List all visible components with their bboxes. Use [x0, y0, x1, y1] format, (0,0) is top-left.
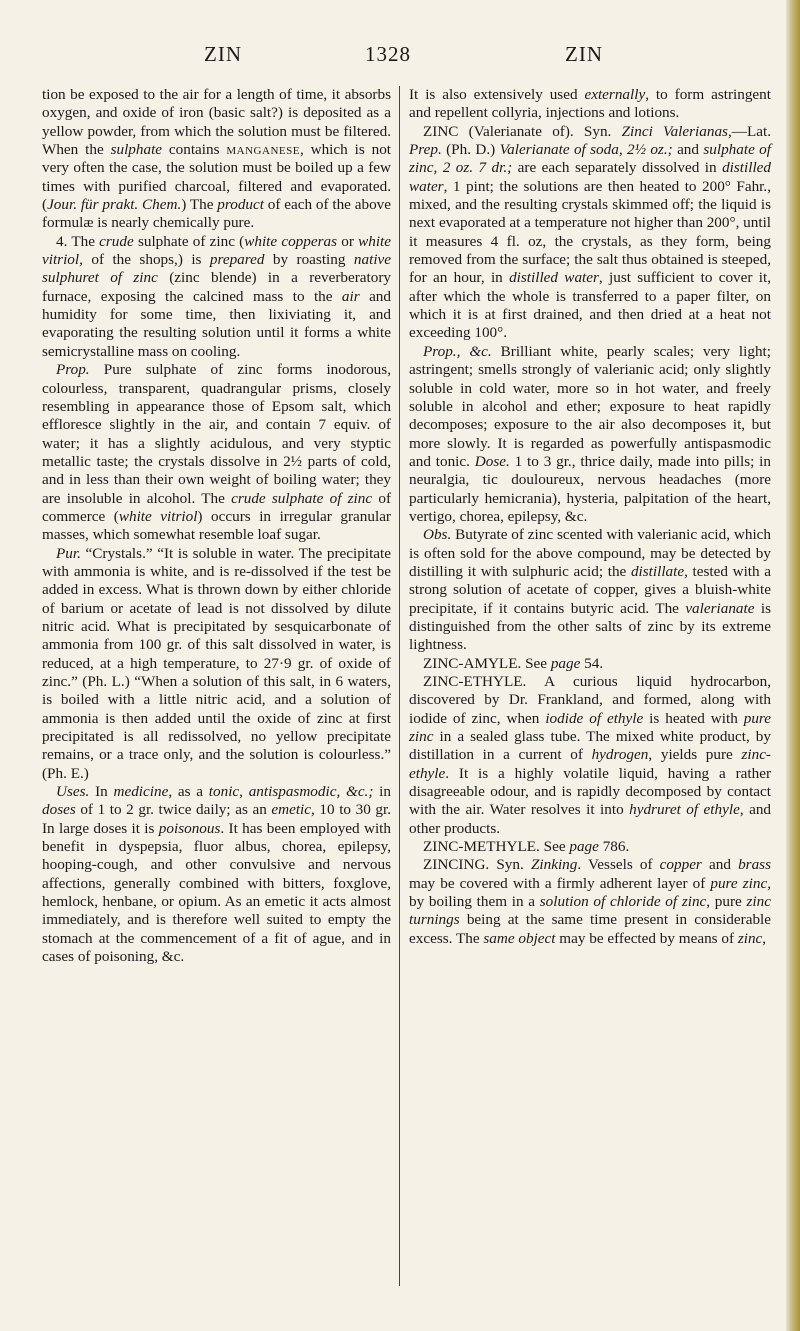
header-right-guide-word: ZIN — [565, 42, 603, 66]
paragraph: Obs. Butyrate of zinc scented with valerianic acid, which is often sold for the above compound, may be detected by distilling it with sulphuric acid; the distillate, tested with a strong solution of acetate of copper, gives a bluish-white precipitate, if it contains butyric acid. The valerianate is distinguished from the other salts of zinc by its extreme lightness. — [409, 526, 772, 654]
entry-zinc-amyle: ZINC-AMYLE. See page 54. — [423, 654, 604, 672]
left-column — [42, 86, 391, 967]
paragraph: tion be exposed to the air for a length of time, it absorbs oxygen, and oxide of iron (basic salt?) is deposited as a yellow powder, from which the solution must be filtered. When the sulphate contains manganese, which is not very often the case, the solution must be boiled up a few times with purified charcoal, filtered and evaporated. (Jour. für prakt. Chem.) The product of each of the above formulæ is nearly chemically pure. — [42, 86, 392, 232]
paragraph: 4. The crude sulphate of zinc (white copperas or white vitriol, of the shops,) is prepared by roasting native sulphuret of zinc (zinc blende) in a reverberatory furnace, exposing the calcined mass to the air and humidity for some time, then lixiviating it, and evaporating the resulting solution until it forms a white semicrystalline mass on cooling. — [42, 232, 392, 360]
paragraph: Prop., &c. Brilliant white, pearly scales; very light; astringent; smells strongly of valerianic acid; only slightly soluble in cold water, more so in hot water, and freely soluble in alcohol and ether; exposure to heat rapidly decomposes; exposure to the air also decomposes it, but more slowly. It is regarded as powerfully antispasmodic and tonic. Dose. 1 to 3 gr., thrice daily, made into pills; in neuralgia, tic douloureux, nervous headaches (more particularly hemicrania), hysteria, palpitation of the heart, vertigo, chorea, epilepsy, &c. — [409, 342, 771, 525]
paragraph: Prop. Pure sulphate of zinc forms inodorous, colourless, transparent, quadrangular prisms, closely resembling in appearance those of Epsom salt, which effloresce slightly in the air, and contain 7 equiv. of water; it has a slightly acidulous, and very styptic metallic taste; the crystals dissolve in 2½ parts of cold, and in less than their own weight of boiling water; they are insoluble in alcohol. The crude sulphate of zinc of commerce (white vitriol) occurs in irregular granular masses, which somewhat resemble loaf sugar. — [42, 361, 392, 544]
entry-zinc-valerianate: ZINC (Valerianate of). Syn. Zinci Valerianas,—Lat. Prep. (Ph. D.) Valerianate of soda, 2½ oz.; and sulphate of zinc, 2 oz. 7 dr.; are each separately dissolved in distilled water, 1 pint; the solutions are then heated to 200° Fahr., mixed, and the resulting crystals skimmed off; the liquid is next evaporated at a temperature not higher than 200°, until it measures 4 fl. oz, the crystals, as they form, being removed from the surface; the salt thus obtained is steeped, for an hour, in distilled water, just sufficient to cover it, after which the whole is transferred to a paper filter, on which it is at first drained, and then dried at a heat not exceeding 100°. — [409, 122, 772, 342]
entry-zinc-methyle: ZINC-METHYLE. See page 786. — [423, 838, 630, 856]
right-column — [409, 86, 771, 948]
header-left-guide-word: ZIN — [204, 42, 242, 66]
paragraph: It is also extensively used externally, to form astringent and repellent collyria, injections and lotions. — [409, 86, 771, 122]
entry-zinc-ethyle: ZINC-ETHYLE. A curious liquid hydrocarbon, discovered by Dr. Frankland, and formed, along with iodide of zinc, when iodide of ethyle is heated with pure zinc in a sealed glass tube. The mixed white product, by distillation in a current of hydrogen, yields pure zinc-ethyle. It is a highly volatile liquid, having a rather disagreeable odour, and is rapidly decomposed by contact with the air. Water resolves it into hydruret of ethyle, and other products. — [409, 673, 772, 837]
page-number: 1328 — [365, 42, 411, 66]
paragraph: Uses. In medicine, as a tonic, antispasmodic, &c.; in doses of 1 to 2 gr. twice daily; as an emetic, 10 to 30 gr. In large doses it is poisonous. It has been employed with benefit in dyspepsia, fluor albus, chorea, epilepsy, hooping-cough, and other convulsive and nervous affections, generally combined with bitters, foxglove, hemlock, henbane, or opium. As an emetic it acts almost immediately, and is therefore well suited to empty the stomach at the commencement of a fit of ague, and in cases of poisoning, &c. — [42, 783, 391, 966]
page-edge — [786, 0, 800, 1331]
paragraph: Pur. “Crystals.” “It is soluble in water. The precipitate with ammonia is white, and is re-dissolved if the test be added in excess. What is thrown down by either chloride of barium or acetate of lead is not dissolved by dilute nitric acid. What is precipitated by sesquicarbonate of ammonia from 100 gr. of this salt dissolved in water, is reduced, at a high temperature, to 27·9 gr. of oxide of zinc.” (Ph. L.) “When a solution of this salt, in 6 waters, is boiled with a little nitric acid, and a solution of ammonia is then added until the oxide of zinc at first precipitated is all redissolved, no yellow precipitate remains, or a trace only, and the solution is colourless.” (Ph. E.) — [42, 544, 391, 782]
column-divider — [399, 86, 400, 1286]
running-header — [0, 42, 800, 68]
entry-zincing: ZINCING. Syn. Zinking. Vessels of copper and brass may be covered with a firmly adherent layer of pure zinc, by boiling them in a solution of chloride of zinc, pure zinc turnings being at the same time present in considerable excess. The same object may be effected by means of zinc, — [409, 856, 771, 947]
